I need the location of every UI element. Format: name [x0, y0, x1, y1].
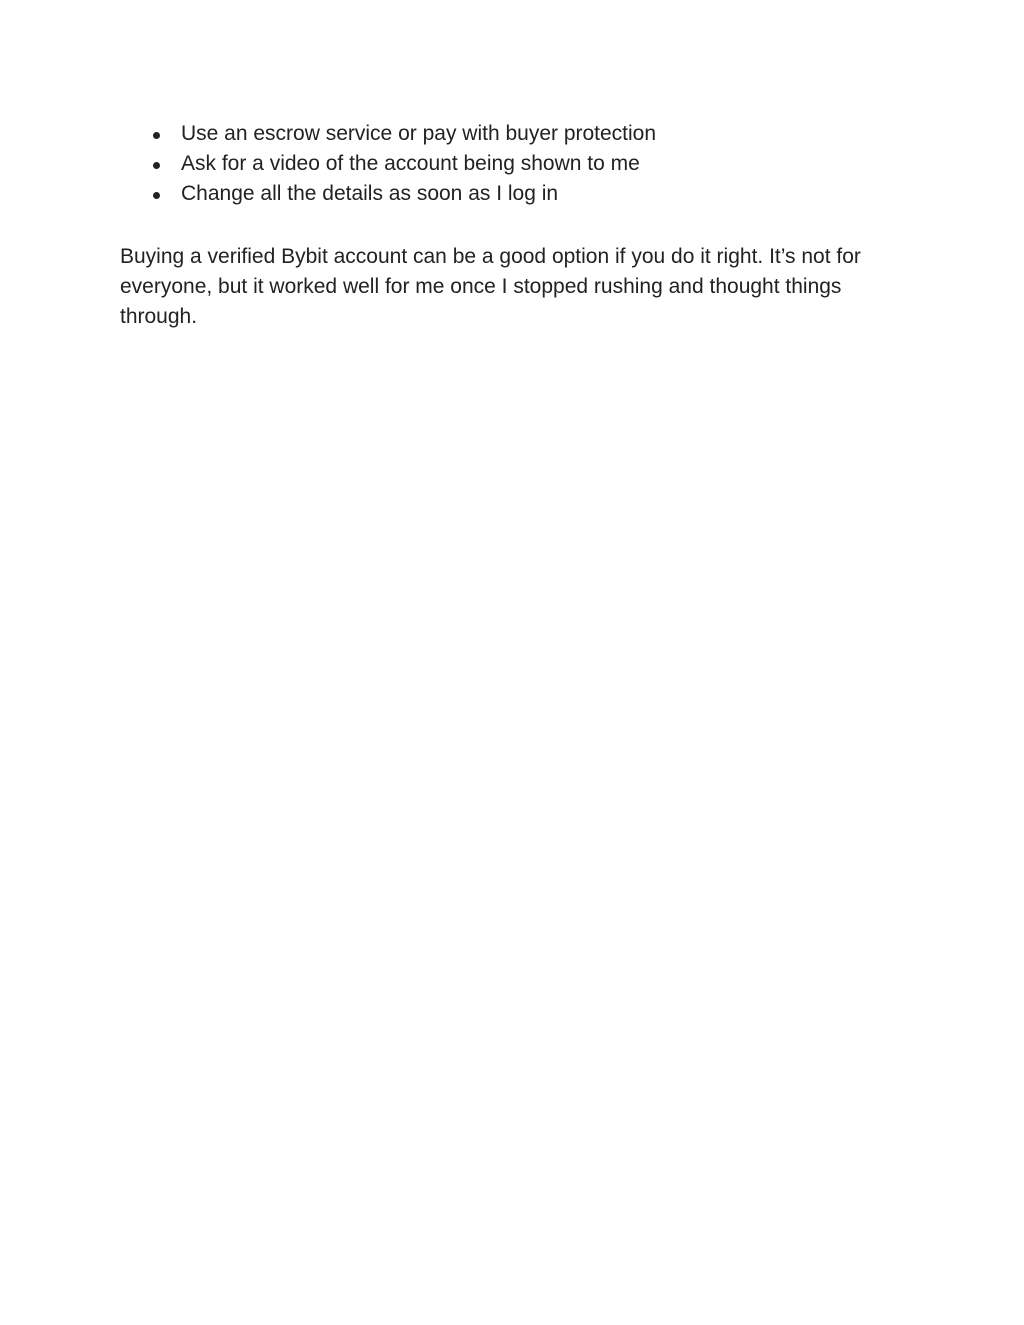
- list-item-text: Use an escrow service or pay with buyer protection: [181, 122, 657, 145]
- bullet-icon: [153, 162, 160, 169]
- list-item-text: Ask for a video of the account being shown to me: [181, 152, 640, 175]
- bullet-icon: [153, 192, 160, 199]
- list-item: [150, 119, 656, 149]
- body-paragraph: Buying a verified Bybit account can be a good option if you do it right. It’s not for everyone, but it worked well for me once I stopped rushing and thought things through.: [120, 245, 861, 328]
- list-item: [150, 179, 656, 209]
- bullet-list: [150, 119, 656, 209]
- bullet-icon: [153, 132, 160, 139]
- list-item: [150, 149, 656, 179]
- list-item-text: Change all the details as soon as I log in: [181, 182, 559, 205]
